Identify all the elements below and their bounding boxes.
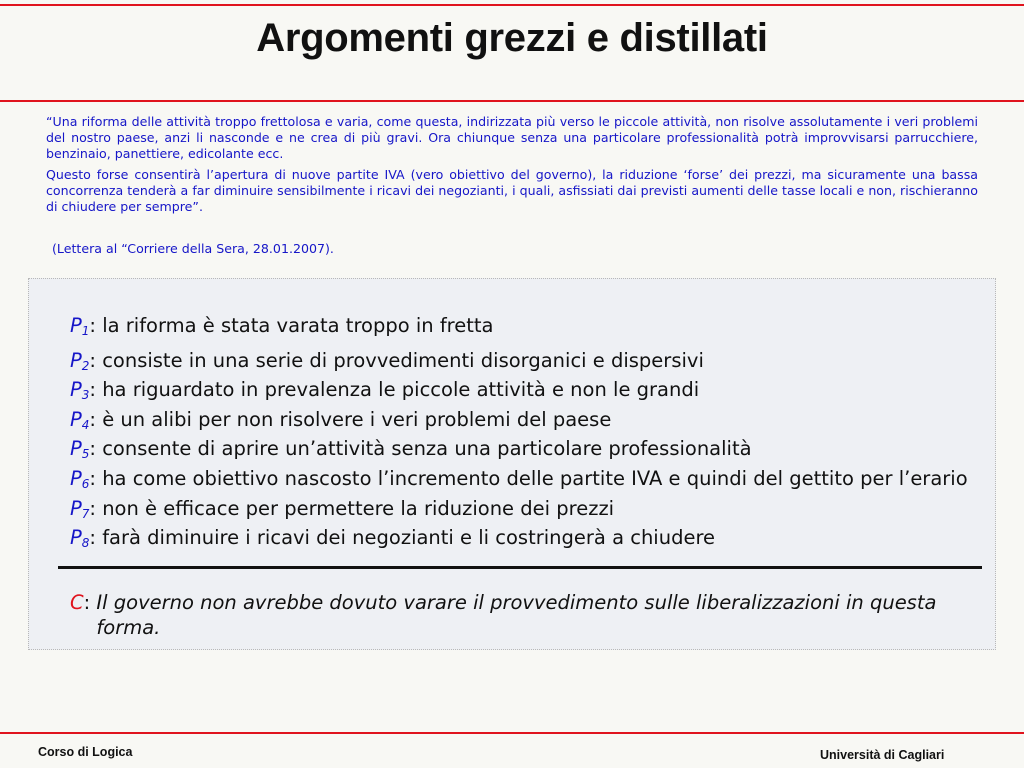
- premise-item: $P_7$ : non è efficace per permettere la riduzione dei prezzi: [70, 497, 970, 527]
- premise-item: $P_5$ : consente di aprire un’attività senza una particolare professionalità: [70, 437, 970, 467]
- premise-item: $P_3$ : ha riguardato in prevalenza le piccole attività e non le grandi: [70, 378, 970, 408]
- conclusion-divider: [58, 566, 982, 569]
- premise-text: è un alibi per non risolvere i veri problemi del paese: [102, 407, 612, 431]
- footer-university: Università di Cagliari: [820, 748, 945, 762]
- premise-text: ha come obiettivo nascosto l’incremento delle partite IVA e quindi del gettito per l’erario: [102, 466, 968, 490]
- premise-item: $P_4$ : è un alibi per non risolvere i veri problemi del paese: [70, 408, 970, 438]
- premise-text: consente di aprire un’attività senza una particolare professionalità: [102, 437, 752, 461]
- premise-item: $P_2$ : consiste in una serie di provvedimenti disorganici e dispersivi: [70, 349, 970, 379]
- quote-paragraph-2: Questo forse consentirà l’apertura di nuove partite IVA (vero obiettivo del governo), la riduzione ‘forse’ dei prezzi, ma sicuramente una bassa concorrenza tenderà a far diminuire sensibilmente i ricavi dei negozianti, i quali, asfissiati dai previsti aumenti delle tasse locali e non, rischieranno di chiudere per sempre”.: [46, 167, 978, 214]
- premise-label: $P_5$: [70, 437, 90, 462]
- top-rule: [0, 4, 1024, 6]
- title-underline: [0, 100, 1024, 102]
- premise-item: $P_6$ : ha come obiettivo nascosto l’incremento delle partite IVA e quindi del gettito per l’erario: [70, 467, 970, 497]
- citation: (Lettera al “Corriere della Sera, 28.01.2007).: [52, 241, 334, 256]
- premise-text: la riforma è stata varata troppo in fretta: [102, 314, 494, 337]
- premise-label: $P_3$: [70, 378, 90, 403]
- premise-label: $P_7$: [70, 496, 90, 521]
- premise-label: $P_4$: [70, 407, 90, 432]
- quote-paragraph-1: “Una riforma delle attività troppo frettolosa e varia, come questa, indirizzata più verso le piccole attività, non risolve assolutamente i veri problemi del nostro paese, anzi li nasconde e ne crea di più gravi. Ora chiunque senza una particolare professionalità potrà improvvisarsi parrucchiere, benzinaio, panettiere, edicolante ecc.: [46, 114, 978, 161]
- conclusion-text: Il governo non avrebbe dovuto varare il provvedimento sulle liberalizzazioni in questa forma.: [96, 591, 937, 639]
- premise-text: non è efficace per permettere la riduzione dei prezzi: [102, 496, 615, 520]
- footer-course: Corso di Logica: [38, 745, 133, 759]
- premise-list: [70, 314, 970, 556]
- premise-item: $P_8$ : farà diminuire i ricavi dei negozianti e li costringerà a chiudere: [70, 526, 970, 556]
- footer-rule: [0, 732, 1024, 734]
- premise-label: $P_6$: [70, 466, 90, 491]
- premise-label: $P_8$: [70, 526, 90, 551]
- conclusion: C : Il governo non avrebbe dovuto varare il provvedimento sulle liberalizzazioni in questa forma.: [70, 590, 970, 640]
- premise-text: consiste in una serie di provvedimenti disorganici e dispersivi: [102, 348, 704, 372]
- premise-item: $P_1$ : la riforma è stata varata troppo in fretta: [70, 314, 970, 344]
- premise-text: farà diminuire i ricavi dei negozianti e li costringerà a chiudere: [102, 526, 716, 550]
- premise-text: ha riguardato in prevalenza le piccole attività e non le grandi: [102, 378, 700, 402]
- slide-title: Argomenti grezzi e distillati: [256, 16, 768, 60]
- premise-label: $P_1$: [70, 314, 90, 338]
- premise-label: $P_2$: [70, 348, 90, 373]
- conclusion-label: C: [70, 591, 84, 614]
